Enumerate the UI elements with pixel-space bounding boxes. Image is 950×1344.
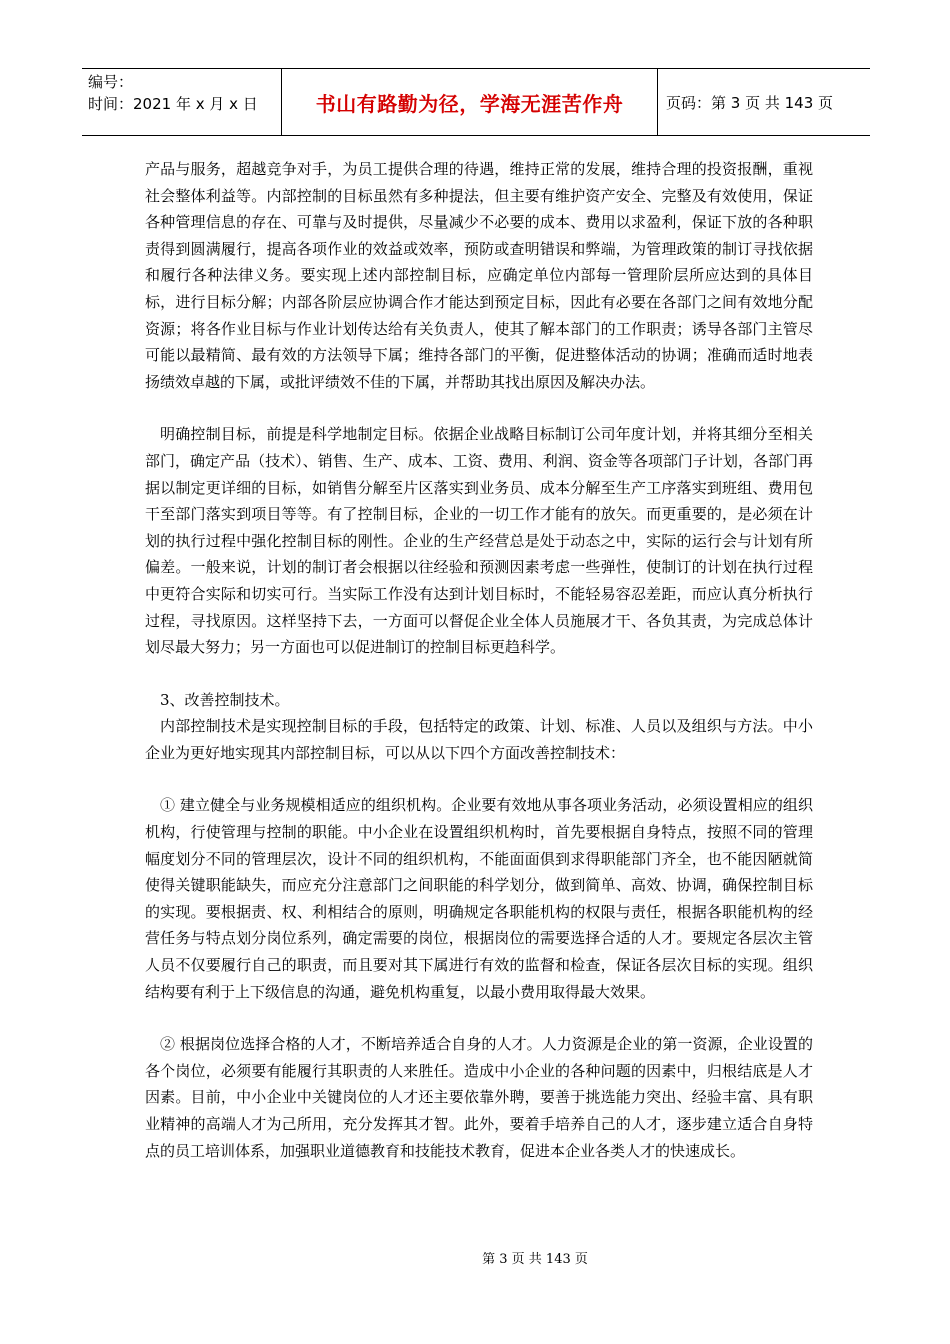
paragraph: ① 建立健全与业务规模相适应的组织机构。企业要有效地从事各项业务活动，必须设置相应的组织机构，行使管理与控制的职能。中小企业在设置组织机构时，首先要根据自身特点，按照不同的管理幅度划分不同的管理层次，设计不同的组织机构，不能面面俱到求得职能部门齐全，也不能因陋就简使得关键职能缺失，而应充分注意部门之间职能的科学划分，做到简单、高效、协调，确保控制目标的实现。要根据责、权、利相结合的原则，明确规定各职能机构的权限与责任，根据各职能机构的经营任务与特点划分岗位系列，确定需要的岗位，根据岗位的需要选择合适的人才。要规定各层次主管人员不仅要履行自己的职责，而且要对其下属进行有效的监督和检查，保证各层次目标的实现。组织结构要有利于上下级信息的沟通，避免机构重复，以最小费用取得最大效果。 [145,796,813,1001]
paragraph: 内部控制技术是实现控制目标的手段，包括特定的政策、计划、标准、人员以及组织与方法。中小企业为更好地实现其内部控制目标，可以从以下四个方面改善控制技术： [145,717,813,762]
header-meta [82,69,282,135]
footer-page-number: 第 3 页 共 143 页 [482,1252,588,1267]
paragraph: 明确控制目标，前提是科学地制定目标。依据企业战略目标制订公司年度计划，并将其细分至相关部门，确定产品（技术）、销售、生产、成本、工资、费用、利润、资金等各项部门子计划，各部门再据以制定更详细的目标，如销售分解至片区落实到业务员、成本分解至生产工序落实到班组、费用包干至部门落实到项目等等。有了控制目标，企业的一切工作才能有的放矢。而更重要的，是必须在计划的执行过程中强化控制目标的刚性。企业的生产经营总是处于动态之中，实际的运行会与计划有所偏差。一般来说，计划的制订者会根据以往经验和预测因素考虑一些弹性，使制订的计划在执行过程中更符合实际和切实可行。当实际工作没有达到计划目标时，不能轻易容忍差距，而应认真分析执行过程，寻找原因。这样坚持下去，一方面可以督促企业全体人员施展才干、各负其责，为完成总体计划尽最大努力；另一方面也可以促进制订的控制目标更趋科学。 [145,425,813,657]
page-footer [0,1248,950,1267]
header-motto: 书山有路勤为径，学海无涯苦作舟 [282,69,658,135]
document-body [145,156,813,1164]
paragraph: ② 根据岗位选择合格的人才，不断培养适合自身的人才。人力资源是企业的第一资源，企业设置的各个岗位，必须要有能履行其职责的人来胜任。造成中小企业的各种问题的因素中，归根结底是人才因素。目前，中小企业中关键岗位的人才还主要依靠外聘，要善于挑选能力突出、经验丰富、具有职业精神的高端人才为己所用，充分发挥其才智。此外，要着手培养自己的人才，逐步建立适合自身特点的员工培训体系，加强职业道德教育和技能技术教育，促进本企业各类人才的快速成长。 [145,1035,813,1160]
header-page-info: 页码：第 3 页 共 143 页 [666,93,834,112]
document-number-label: 编号： [88,73,134,91]
document-date: 时间：2021 年 x 月 x 日 [88,95,258,113]
section-heading: 3、改善控制技术。 [160,690,290,709]
paragraph: 产品与服务，超越竞争对手，为员工提供合理的待遇，维持正常的发展，维持合理的投资报酬，重视社会整体利益等。内部控制的目标虽然有多种提法，但主要有维护资产安全、完整及有效使用，保证各种管理信息的存在、可靠与及时提供，尽量减少不必要的成本、费用以求盈利，保证下放的各种职责得到圆满履行，提高各项作业的效益或效率，预防或查明错误和弊端，为管理政策的制订寻找依据和履行各种法律义务。要实现上述内部控制目标，应确定单位内部每一管理阶层所应达到的具体目标，进行目标分解；内部各阶层应协调合作才能达到预定目标，因此有必要在各部门之间有效地分配资源；将各作业目标与作业计划传达给有关负责人，使其了解本部门的工作职责；诱导各部门主管尽可能以最精简、最有效的方法领导下属；维持各部门的平衡，促进整体活动的协调；准确而适时地表扬绩效卓越的下属，或批评绩效不佳的下属，并帮助其找出原因及解决办法。 [145,160,813,391]
page-header [82,68,870,136]
